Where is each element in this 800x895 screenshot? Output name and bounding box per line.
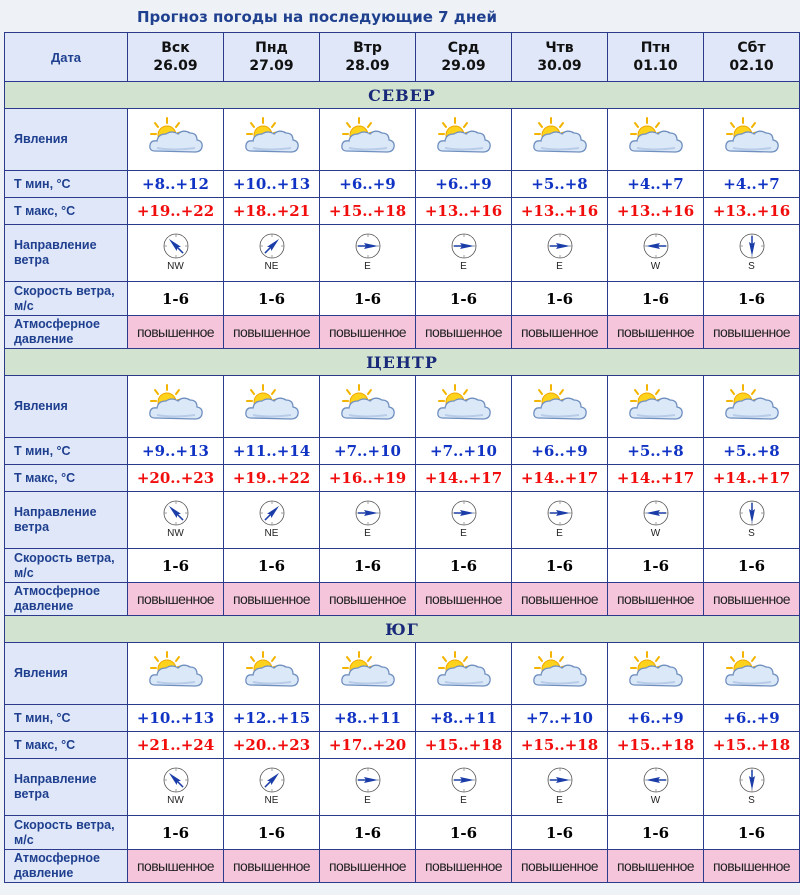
partly-cloudy-icon <box>721 146 783 163</box>
wind-direction-cell <box>224 225 320 282</box>
wind-direction-label: NE <box>264 795 279 806</box>
wind-direction-label: E <box>364 261 371 272</box>
pressure-row <box>5 316 800 349</box>
pressure-value: повышенное <box>416 316 512 349</box>
pressure-row <box>5 583 800 616</box>
wind-speed-label: Скорость ветра, м/с <box>5 282 128 316</box>
wind-speed-value: 1-6 <box>704 282 800 316</box>
wind-speed-value: 1-6 <box>416 549 512 583</box>
weather-cell <box>608 643 704 705</box>
wind-direction-label: Направление ветра <box>5 225 128 282</box>
day-header <box>224 33 320 82</box>
tmax-value: +16..+19 <box>320 465 416 492</box>
partly-cloudy-icon <box>625 146 687 163</box>
weather-cell <box>224 376 320 438</box>
wind-compass-icon <box>738 499 766 539</box>
weather-cell <box>512 643 608 705</box>
partly-cloudy-icon <box>529 146 591 163</box>
wind-compass-icon <box>546 499 574 539</box>
day-header <box>704 33 800 82</box>
wind-direction-cell <box>320 225 416 282</box>
wind-speed-value: 1-6 <box>224 282 320 316</box>
tmax-value: +15..+18 <box>320 198 416 225</box>
wind-speed-value: 1-6 <box>224 549 320 583</box>
tmax-label: Т макс, °С <box>5 198 128 225</box>
wind-direction-cell <box>608 492 704 549</box>
wind-direction-cell <box>128 225 224 282</box>
wind-compass-icon <box>162 232 190 272</box>
tmax-label: Т макс, °С <box>5 465 128 492</box>
wind-direction-label: E <box>460 261 467 272</box>
wind-speed-value: 1-6 <box>704 549 800 583</box>
wind-speed-row <box>5 282 800 316</box>
partly-cloudy-icon <box>241 413 303 430</box>
wind-compass-icon <box>738 232 766 272</box>
weather-cell <box>320 376 416 438</box>
tmin-value: +6..+9 <box>416 171 512 198</box>
forecast-table <box>4 32 800 883</box>
tmax-value: +21..+24 <box>128 732 224 759</box>
day-date: 29.09 <box>441 58 486 74</box>
wind-compass-icon <box>258 499 286 539</box>
tmin-value: +10..+13 <box>224 171 320 198</box>
tmin-value: +7..+10 <box>416 438 512 465</box>
wind-compass-icon <box>450 766 478 806</box>
wind-direction-label: E <box>364 795 371 806</box>
weather-cell <box>416 376 512 438</box>
pressure-value: повышенное <box>224 316 320 349</box>
wind-speed-value: 1-6 <box>320 549 416 583</box>
tmin-value: +6..+9 <box>608 705 704 732</box>
wind-compass-icon <box>546 232 574 272</box>
weather-cell <box>704 109 800 171</box>
wind-direction-label: E <box>556 795 563 806</box>
weather-cell <box>224 109 320 171</box>
phenomena-row <box>5 376 800 438</box>
day-date: 01.10 <box>633 58 678 74</box>
partly-cloudy-icon <box>145 146 207 163</box>
tmax-row <box>5 198 800 225</box>
wind-direction-cell <box>128 759 224 816</box>
wind-speed-value: 1-6 <box>128 816 224 850</box>
day-header <box>128 33 224 82</box>
wind-direction-row <box>5 492 800 549</box>
wind-direction-cell <box>416 492 512 549</box>
partly-cloudy-icon <box>145 413 207 430</box>
tmin-value: +8..+12 <box>128 171 224 198</box>
tmin-label: Т мин, °С <box>5 438 128 465</box>
weather-cell <box>128 643 224 705</box>
tmin-value: +9..+13 <box>128 438 224 465</box>
wind-compass-icon <box>354 499 382 539</box>
tmax-value: +14..+17 <box>704 465 800 492</box>
forecast-title-bar <box>0 0 800 32</box>
wind-direction-label: W <box>650 261 661 272</box>
wind-direction-label: E <box>556 528 563 539</box>
pressure-value: повышенное <box>128 583 224 616</box>
wind-direction-label: NW <box>167 795 184 806</box>
partly-cloudy-icon <box>433 680 495 697</box>
pressure-value: повышенное <box>704 850 800 883</box>
wind-speed-label: Скорость ветра, м/с <box>5 549 128 583</box>
wind-speed-value: 1-6 <box>128 549 224 583</box>
wind-speed-value: 1-6 <box>224 816 320 850</box>
tmax-value: +13..+16 <box>704 198 800 225</box>
wind-direction-cell <box>512 225 608 282</box>
wind-speed-label: Скорость ветра, м/с <box>5 816 128 850</box>
wind-direction-label: NE <box>264 261 279 272</box>
partly-cloudy-icon <box>241 146 303 163</box>
tmin-value: +8..+11 <box>416 705 512 732</box>
wind-speed-value: 1-6 <box>320 816 416 850</box>
tmin-value: +5..+8 <box>608 438 704 465</box>
partly-cloudy-icon <box>721 680 783 697</box>
tmax-row <box>5 465 800 492</box>
tmax-row <box>5 732 800 759</box>
pressure-value: повышенное <box>704 316 800 349</box>
wind-direction-cell <box>224 492 320 549</box>
pressure-value: повышенное <box>224 583 320 616</box>
wind-direction-label: S <box>748 528 755 539</box>
wind-compass-icon <box>450 499 478 539</box>
wind-direction-cell <box>704 225 800 282</box>
weather-cell <box>512 376 608 438</box>
day-date: 02.10 <box>729 58 774 74</box>
wind-compass-icon <box>162 766 190 806</box>
wind-direction-label: W <box>650 528 661 539</box>
partly-cloudy-icon <box>625 413 687 430</box>
forecast-title: Прогноз погоды на последующие 7 дней <box>137 8 497 26</box>
tmax-value: +20..+23 <box>128 465 224 492</box>
day-date: 26.09 <box>153 58 198 74</box>
wind-speed-value: 1-6 <box>128 282 224 316</box>
tmin-row <box>5 171 800 198</box>
wind-direction-cell <box>608 225 704 282</box>
pressure-value: повышенное <box>416 583 512 616</box>
wind-compass-icon <box>642 232 670 272</box>
wind-direction-label: S <box>748 795 755 806</box>
tmax-value: +14..+17 <box>416 465 512 492</box>
wind-speed-value: 1-6 <box>512 282 608 316</box>
wind-direction-label: E <box>460 795 467 806</box>
phenomena-row <box>5 643 800 705</box>
wind-speed-value: 1-6 <box>608 816 704 850</box>
partly-cloudy-icon <box>721 413 783 430</box>
wind-direction-row <box>5 225 800 282</box>
wind-compass-icon <box>738 766 766 806</box>
wind-direction-label: E <box>460 528 467 539</box>
wind-speed-value: 1-6 <box>608 549 704 583</box>
day-of-week: Чтв <box>545 40 574 56</box>
tmin-value: +6..+9 <box>704 705 800 732</box>
tmax-value: +19..+22 <box>128 198 224 225</box>
tmin-value: +7..+10 <box>512 705 608 732</box>
wind-speed-value: 1-6 <box>512 816 608 850</box>
wind-compass-icon <box>642 499 670 539</box>
wind-direction-label: W <box>650 795 661 806</box>
tmin-value: +5..+8 <box>512 171 608 198</box>
region-name: ЮГ <box>5 616 800 643</box>
tmax-value: +20..+23 <box>224 732 320 759</box>
date-header-label: Дата <box>5 33 128 82</box>
wind-direction-cell <box>128 492 224 549</box>
tmax-value: +19..+22 <box>224 465 320 492</box>
wind-direction-cell <box>608 759 704 816</box>
wind-compass-icon <box>450 232 478 272</box>
tmax-value: +18..+21 <box>224 198 320 225</box>
pressure-value: повышенное <box>704 583 800 616</box>
weather-cell <box>224 643 320 705</box>
wind-compass-icon <box>642 766 670 806</box>
region-name: СЕВЕР <box>5 82 800 109</box>
tmin-value: +11..+14 <box>224 438 320 465</box>
tmax-value: +13..+16 <box>416 198 512 225</box>
partly-cloudy-icon <box>625 680 687 697</box>
region-header-row <box>5 616 800 643</box>
date-header-row <box>5 33 800 82</box>
day-of-week: Пнд <box>255 40 288 56</box>
day-of-week: Втр <box>353 40 382 56</box>
weather-cell <box>608 109 704 171</box>
day-header <box>320 33 416 82</box>
day-of-week: Срд <box>447 40 480 56</box>
pressure-label: Атмосферное давление <box>5 583 128 616</box>
wind-direction-label: Направление ветра <box>5 492 128 549</box>
weather-cell <box>512 109 608 171</box>
day-date: 27.09 <box>249 58 294 74</box>
wind-direction-cell <box>512 492 608 549</box>
tmax-value: +14..+17 <box>512 465 608 492</box>
wind-direction-cell <box>320 759 416 816</box>
tmax-value: +13..+16 <box>608 198 704 225</box>
partly-cloudy-icon <box>337 146 399 163</box>
phenomena-label: Явления <box>5 109 128 171</box>
day-date: 28.09 <box>345 58 390 74</box>
tmax-value: +13..+16 <box>512 198 608 225</box>
partly-cloudy-icon <box>145 680 207 697</box>
tmax-value: +15..+18 <box>608 732 704 759</box>
day-of-week: Сбт <box>737 40 766 56</box>
weather-cell <box>320 109 416 171</box>
pressure-value: повышенное <box>320 850 416 883</box>
wind-compass-icon <box>162 499 190 539</box>
tmin-label: Т мин, °С <box>5 705 128 732</box>
day-of-week: Вск <box>161 40 190 56</box>
tmax-label: Т макс, °С <box>5 732 128 759</box>
pressure-row <box>5 850 800 883</box>
day-header <box>416 33 512 82</box>
phenomena-row <box>5 109 800 171</box>
weather-cell <box>128 109 224 171</box>
partly-cloudy-icon <box>529 680 591 697</box>
day-of-week: Птн <box>640 40 671 56</box>
tmin-value: +5..+8 <box>704 438 800 465</box>
day-header <box>608 33 704 82</box>
pressure-label: Атмосферное давление <box>5 850 128 883</box>
tmin-value: +12..+15 <box>224 705 320 732</box>
phenomena-label: Явления <box>5 643 128 705</box>
pressure-value: повышенное <box>128 850 224 883</box>
weather-cell <box>128 376 224 438</box>
weather-cell <box>704 643 800 705</box>
pressure-value: повышенное <box>608 850 704 883</box>
tmin-value: +8..+11 <box>320 705 416 732</box>
weather-cell <box>416 109 512 171</box>
wind-direction-label: NW <box>167 528 184 539</box>
pressure-value: повышенное <box>320 316 416 349</box>
partly-cloudy-icon <box>433 413 495 430</box>
tmin-label: Т мин, °С <box>5 171 128 198</box>
wind-direction-cell <box>416 225 512 282</box>
wind-direction-cell <box>416 759 512 816</box>
wind-speed-row <box>5 549 800 583</box>
region-header-row <box>5 82 800 109</box>
wind-direction-cell <box>224 759 320 816</box>
day-date: 30.09 <box>537 58 582 74</box>
pressure-value: повышенное <box>224 850 320 883</box>
pressure-value: повышенное <box>416 850 512 883</box>
pressure-value: повышенное <box>128 316 224 349</box>
wind-direction-cell <box>320 492 416 549</box>
wind-direction-cell <box>704 492 800 549</box>
region-name: ЦЕНТР <box>5 349 800 376</box>
partly-cloudy-icon <box>433 146 495 163</box>
wind-speed-value: 1-6 <box>704 816 800 850</box>
pressure-value: повышенное <box>320 583 416 616</box>
tmin-value: +10..+13 <box>128 705 224 732</box>
wind-compass-icon <box>546 766 574 806</box>
pressure-value: повышенное <box>512 850 608 883</box>
wind-compass-icon <box>354 232 382 272</box>
pressure-value: повышенное <box>512 583 608 616</box>
weather-cell <box>608 376 704 438</box>
tmin-row <box>5 438 800 465</box>
wind-speed-value: 1-6 <box>608 282 704 316</box>
tmax-value: +14..+17 <box>608 465 704 492</box>
wind-direction-label: NE <box>264 528 279 539</box>
wind-direction-label: E <box>556 261 563 272</box>
wind-direction-label: S <box>748 261 755 272</box>
wind-direction-label: Направление ветра <box>5 759 128 816</box>
wind-compass-icon <box>258 232 286 272</box>
pressure-value: повышенное <box>512 316 608 349</box>
partly-cloudy-icon <box>241 680 303 697</box>
wind-speed-value: 1-6 <box>416 282 512 316</box>
pressure-value: повышенное <box>608 583 704 616</box>
phenomena-label: Явления <box>5 376 128 438</box>
tmin-value: +4..+7 <box>704 171 800 198</box>
pressure-label: Атмосферное давление <box>5 316 128 349</box>
weather-cell <box>320 643 416 705</box>
tmin-value: +6..+9 <box>320 171 416 198</box>
day-header <box>512 33 608 82</box>
tmin-value: +6..+9 <box>512 438 608 465</box>
tmax-value: +17..+20 <box>320 732 416 759</box>
wind-direction-label: NW <box>167 261 184 272</box>
wind-compass-icon <box>258 766 286 806</box>
region-header-row <box>5 349 800 376</box>
tmax-value: +15..+18 <box>416 732 512 759</box>
tmax-value: +15..+18 <box>512 732 608 759</box>
wind-direction-label: E <box>364 528 371 539</box>
wind-speed-value: 1-6 <box>416 816 512 850</box>
wind-speed-row <box>5 816 800 850</box>
partly-cloudy-icon <box>337 413 399 430</box>
tmax-value: +15..+18 <box>704 732 800 759</box>
weather-cell <box>704 376 800 438</box>
wind-direction-cell <box>704 759 800 816</box>
tmin-row <box>5 705 800 732</box>
wind-direction-row <box>5 759 800 816</box>
wind-speed-value: 1-6 <box>320 282 416 316</box>
wind-direction-cell <box>512 759 608 816</box>
tmin-value: +7..+10 <box>320 438 416 465</box>
wind-speed-value: 1-6 <box>512 549 608 583</box>
pressure-value: повышенное <box>608 316 704 349</box>
weather-cell <box>416 643 512 705</box>
partly-cloudy-icon <box>529 413 591 430</box>
wind-compass-icon <box>354 766 382 806</box>
tmin-value: +4..+7 <box>608 171 704 198</box>
partly-cloudy-icon <box>337 680 399 697</box>
